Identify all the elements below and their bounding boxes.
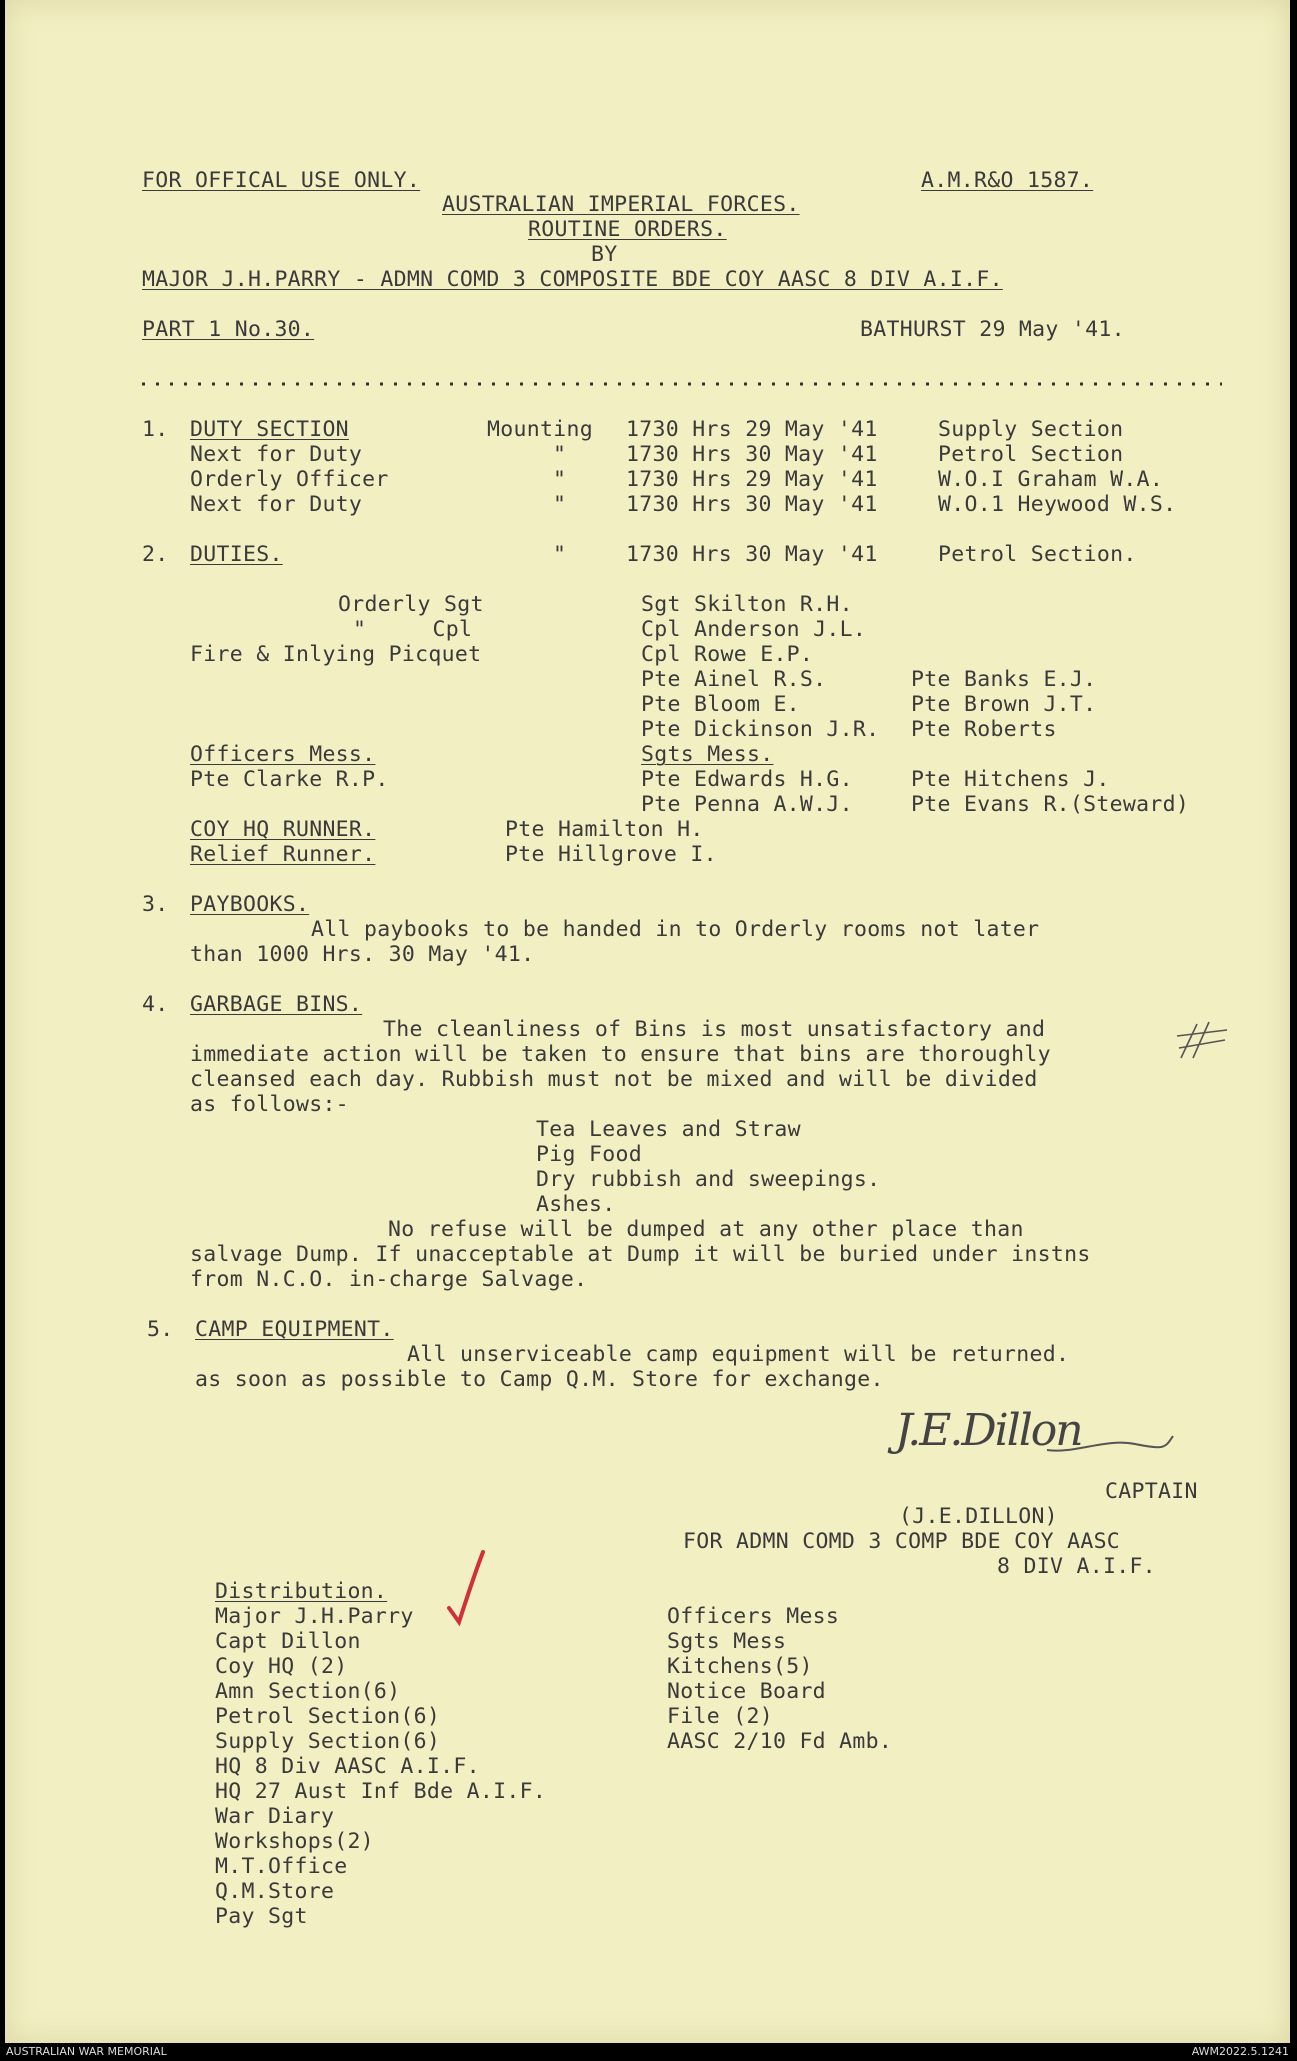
part-number: PART 1 No.30. [142,317,315,342]
force-title: AUSTRALIAN IMPERIAL FORCES. [442,192,800,217]
by-label: BY [591,242,618,267]
check-mark [445,1548,490,1628]
duty-row-2-who: Petrol Section [938,442,1124,467]
duty-row-1-mount: Mounting [487,417,593,442]
distribution-recipient: Kitchens(5) [667,1654,813,1679]
footer-accession-number: AWM2022.5.1241 [1191,2045,1289,2058]
distribution-recipient: Major J.H.Parry [215,1604,414,1629]
relief-runner-name: Pte Hillgrove I. [505,842,717,867]
distribution-recipient: Officers Mess [667,1604,840,1629]
distribution-recipient: Sgts Mess [667,1629,787,1654]
picquet-name-2a: Pte Ainel R.S. [641,667,827,692]
distribution-recipient: Q.M.Store [215,1879,335,1904]
sgts-mess-heading: Sgts Mess. [641,742,774,767]
distribution-recipient: Coy HQ (2) [215,1654,348,1679]
duty-row-3-time: 1730 Hrs 29 May '41 [626,467,878,492]
distribution-recipient: File (2) [667,1704,773,1729]
garbage-item: Pig Food [536,1142,642,1167]
authority-line: MAJOR J.H.PARRY - ADMN COMD 3 COMPOSITE BDE COY AASC 8 DIV A.I.F. [142,267,1003,292]
duty-row-4-time: 1730 Hrs 30 May '41 [626,492,878,517]
garbage-line-3: cleansed each day. Rubbish must not be mixed and will be divided [190,1067,1038,1092]
runner-label: COY HQ RUNNER. [190,817,376,842]
sgts-mess-name-1b: Pte Hitchens J. [911,767,1110,792]
garbage-item: Ashes. [536,1192,616,1217]
section-3-number: 3. [142,892,169,917]
document-page [5,0,1290,2043]
distribution-recipient: Supply Section(6) [215,1729,441,1754]
distribution-recipient: HQ 27 Aust Inf Bde A.I.F. [215,1779,547,1804]
distribution-recipient: Pay Sgt [215,1904,308,1929]
officers-mess-heading: Officers Mess. [190,742,376,767]
orders-title: ROUTINE ORDERS. [528,217,727,242]
duty-row-2-time: 1730 Hrs 30 May '41 [626,442,878,467]
signature-flourish [1045,1430,1175,1460]
garbage-line-1: The cleanliness of Bins is most unsatisfactory and [383,1017,1046,1042]
reference-number: A.M.R&O 1587. [921,168,1094,193]
relief-runner-label: Relief Runner. [190,842,376,867]
orderly-sgt-name: Sgt Skilton R.H. [641,592,853,617]
sgts-mess-name-2b: Pte Evans R.(Steward) [911,792,1190,817]
section-5-number: 5. [147,1317,174,1342]
picquet-name-3b: Pte Brown J.T. [911,692,1097,717]
distribution-recipient: Amn Section(6) [215,1679,401,1704]
paybooks-heading: PAYBOOKS. [190,892,310,917]
duty-row-1-who: Supply Section [938,417,1124,442]
distribution-recipient: War Diary [215,1804,335,1829]
distribution-recipient: M.T.Office [215,1854,348,1879]
cpl-label: " Cpl [353,617,473,642]
paybooks-line-2: than 1000 Hrs. 30 May '41. [190,942,535,967]
garbage-item: Dry rubbish and sweepings. [536,1167,881,1192]
duty-row-4-mount: " [553,492,567,517]
signer-capacity: FOR ADMN COMD 3 COMP BDE COY AASC [683,1529,1121,1554]
signer-unit: 8 DIV A.I.F. [997,1554,1156,1579]
duty-row-1-time: 1730 Hrs 29 May '41 [626,417,878,442]
sgts-mess-name-1a: Pte Edwards H.G. [641,767,853,792]
signer-name: (J.E.DILLON) [899,1504,1058,1529]
officers-mess-name: Pte Clarke R.P. [190,767,389,792]
duty-row-3-label: Orderly Officer [190,467,389,492]
duty-section-heading: DUTY SECTION [190,417,349,442]
garbage-line-6: salvage Dump. If unacceptable at Dump it will be buried under instns [190,1242,1091,1267]
garbage-line-2: immediate action will be taken to ensure that bins are thoroughly [190,1042,1051,1067]
picquet-name-4a: Pte Dickinson J.R. [641,717,880,742]
signature: J.E.Dillon [895,1405,1082,1456]
runner-name: Pte Hamilton H. [505,817,704,842]
orderly-sgt-label: Orderly Sgt [338,592,484,617]
restricted-label: FOR OFFICAL USE ONLY. [142,168,421,193]
duty-row-4-who: W.O.1 Heywood W.S. [938,492,1177,517]
place-date: BATHURST 29 May '41. [860,317,1125,342]
duty-row-3-who: W.O.I Graham W.A. [938,467,1164,492]
duty-row-2-label: Next for Duty [190,442,363,467]
garbage-heading: GARBAGE BINS. [190,992,363,1017]
distribution-recipient: HQ 8 Div AASC A.I.F. [215,1754,480,1779]
dotted-separator [142,381,1222,387]
garbage-line-4: as follows:- [190,1092,349,1117]
garbage-line-5: No refuse will be dumped at any other place than [388,1217,1024,1242]
camp-line-2: as soon as possible to Camp Q.M. Store for exchange. [195,1367,884,1392]
camp-line-1: All unserviceable camp equipment will be returned. [407,1342,1070,1367]
cpl-name: Cpl Anderson J.L. [641,617,867,642]
duty-row-2-mount: " [553,442,567,467]
picquet-label: Fire & Inlying Picquet [190,642,482,667]
section-4-number: 4. [142,992,169,1017]
duties-time: 1730 Hrs 30 May '41 [626,542,878,567]
camp-heading: CAMP EQUIPMENT. [195,1317,394,1342]
picquet-name-4b: Pte Roberts [911,717,1057,742]
picquet-name-2b: Pte Banks E.J. [911,667,1097,692]
duty-row-3-mount: " [553,467,567,492]
picquet-name-1: Cpl Rowe E.P. [641,642,814,667]
section-1-number: 1. [142,417,169,442]
footer-institution: AUSTRALIAN WAR MEMORIAL [6,2045,167,2058]
duty-row-4-label: Next for Duty [190,492,363,517]
sgts-mess-name-2a: Pte Penna A.W.J. [641,792,853,817]
distribution-recipient: Capt Dillon [215,1629,361,1654]
handwritten-mark [1175,1018,1231,1066]
section-2-number: 2. [142,542,169,567]
duties-mount: " [553,542,567,567]
paybooks-line-1: All paybooks to be handed in to Orderly rooms not later [311,917,1040,942]
distribution-recipient: Petrol Section(6) [215,1704,441,1729]
garbage-item: Tea Leaves and Straw [536,1117,801,1142]
distribution-recipient: Workshops(2) [215,1829,374,1854]
duties-who: Petrol Section. [938,542,1137,567]
distribution-recipient: AASC 2/10 Fd Amb. [667,1729,893,1754]
picquet-name-3a: Pte Bloom E. [641,692,800,717]
distribution-heading: Distribution. [215,1579,388,1604]
distribution-recipient: Notice Board [667,1679,826,1704]
garbage-line-7: from N.C.O. in-charge Salvage. [190,1267,588,1292]
duties-heading: DUTIES. [190,542,283,567]
signer-rank: CAPTAIN [1105,1479,1198,1504]
